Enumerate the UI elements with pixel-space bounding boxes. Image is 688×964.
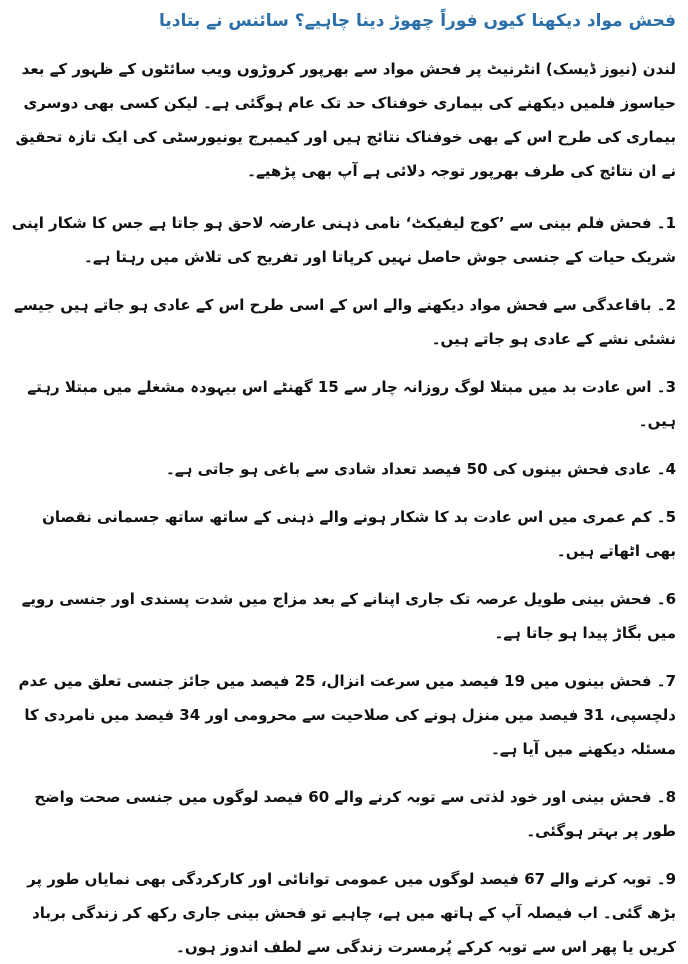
list-item: 4۔ عادی فحش بینوں کی 50 فیصد تعداد شادی سے باغی ہو جاتی ہے۔ xyxy=(166,460,676,478)
list-item: 1۔ فحش فلم بینی سے ’کوج لیفیکٹ‘ نامی ذہنی عارضہ لاحق ہو جاتا ہے جس کا شکار اپنی شریک حیات کے جنسی جوش حاصل نہیں کرپاتا اور تفریح کی تلاش میں رہتا ہے۔ xyxy=(11,214,676,266)
list-item: 6۔ فحش بینی طویل عرصہ تک جاری اپنانے کے بعد مزاج میں شدت پسندی اور جنسی رویے میں بگاڑ پیدا ہو جاتا ہے۔ xyxy=(21,590,676,642)
list-item: 7۔ فحش بینوں میں 19 فیصد میں سرعت انزال، 25 فیصد میں جائز جنسی تعلق میں عدم دلچسپی، 31 فیصد میں منزل ہونے کی صلاحیت سے محرومی اور 34 فیصد میں نامردی کا مسئلہ دیکھنے میں آیا ہے۔ xyxy=(18,672,676,758)
intro-paragraph: لندن (نیوز ڈیسک) انٹرنیٹ پر فحش مواد سے بھرپور کروڑوں ویب سائٹوں کے ظہور کے بعد حیاسوز فلمیں دیکھنے کی بیماری خوفناک حد تک عام ہوگئی ہے۔ لیکن کسی بھی دوسری بیماری کی طرح اس کے بھی خوفناک نتائج ہیں اور کیمبرج یونیورسٹی کی ایک تازہ تحقیق نے ان نتائج کی طرف بھرپور توجہ دلائی ہے آپ بھی پڑھیے۔ xyxy=(15,60,676,180)
list-item: 3۔ اس عادت بد میں مبتلا لوگ روزانہ چار سے 15 گھنٹے اس بیہودہ مشغلے میں مبتلا رہتے ہیں۔ xyxy=(27,378,676,430)
list-item: 2۔ باقاعدگی سے فحش مواد دیکھنے والے اس کے اسی طرح اس کے عادی ہو جاتے ہیں جیسے نشئی نشے کے عادی ہو جاتے ہیں۔ xyxy=(13,296,676,348)
list-item: 8۔ فحش بینی اور خود لذتی سے توبہ کرنے والے 60 فیصد لوگوں میں جنسی صحت واضح طور پر بہتر ہوگئی۔ xyxy=(34,788,676,840)
headline: فحش مواد دیکھنا کیوں فوراً چھوڑ دینا چاہیے؟ سائنس نے بتادیا xyxy=(159,11,676,31)
list-item: 5۔ کم عمری میں اس عادت بد کا شکار ہونے والے ذہنی کے ساتھ ساتھ جسمانی نقصان بھی اٹھاتے ہیں۔ xyxy=(42,508,676,560)
list-item: 9۔ توبہ کرنے والے 67 فیصد لوگوں میں عمومی توانائی اور کارکردگی بھی نمایاں طور پر بڑھ گئی۔ اب فیصلہ آپ کے ہاتھ میں ہے، چاہیے تو فحش بینی جاری رکھ کر زندگی برباد کریں یا پھر اس سے توبہ کرکے پُرمسرت زندگی سے لطف اندوز ہوں۔ xyxy=(27,870,676,956)
